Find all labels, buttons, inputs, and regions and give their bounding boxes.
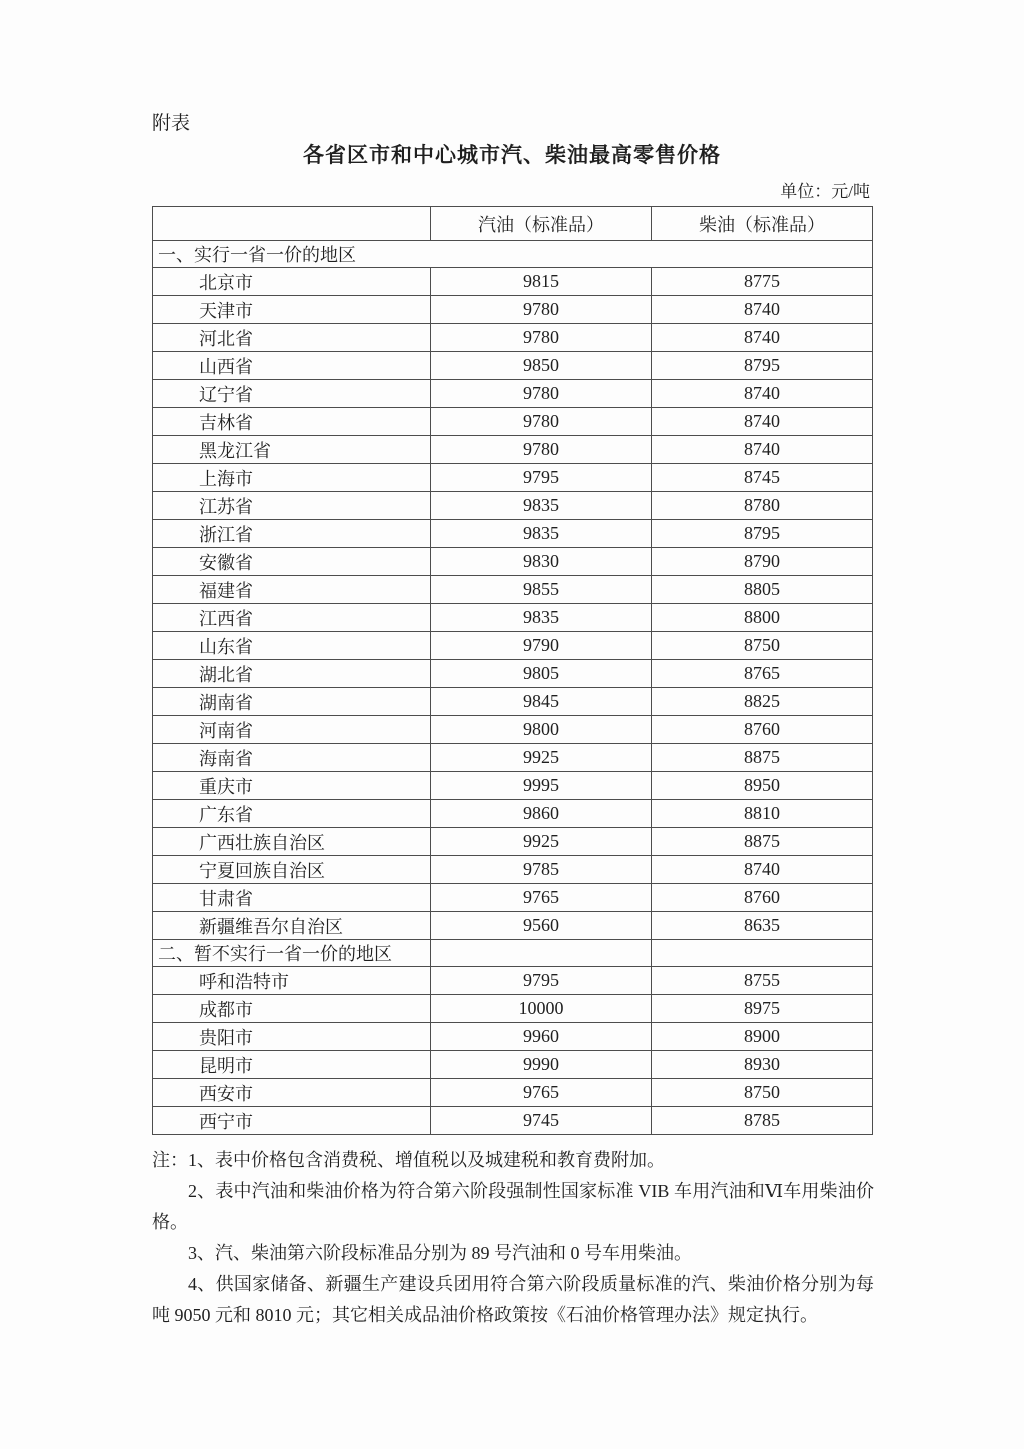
table-row: [153, 688, 873, 716]
gasoline-price-cell: 9780: [431, 380, 652, 408]
region-cell: 山东省: [153, 632, 431, 660]
table-row: [153, 856, 873, 884]
region-cell: 北京市: [153, 268, 431, 296]
diesel-price-cell: 8760: [652, 716, 873, 744]
gasoline-price-cell: 9780: [431, 324, 652, 352]
diesel-price-cell: 8780: [652, 492, 873, 520]
diesel-price-cell: 8745: [652, 464, 873, 492]
gasoline-price-cell: 9850: [431, 352, 652, 380]
column-header-region: [153, 207, 431, 241]
gasoline-price-cell: 9780: [431, 436, 652, 464]
gasoline-price-cell: 9805: [431, 660, 652, 688]
gasoline-price-cell: 9835: [431, 492, 652, 520]
table-row: [153, 800, 873, 828]
table-row: [153, 716, 873, 744]
table-row: [153, 492, 873, 520]
table-row: [153, 352, 873, 380]
table-row: [153, 1079, 873, 1107]
section-heading-row: [153, 940, 873, 967]
region-cell: 河南省: [153, 716, 431, 744]
region-cell: 广西壮族自治区: [153, 828, 431, 856]
region-cell: 昆明市: [153, 1051, 431, 1079]
region-cell: 新疆维吾尔自治区: [153, 912, 431, 940]
region-cell: 天津市: [153, 296, 431, 324]
diesel-price-cell: 8765: [652, 660, 873, 688]
note-line: 注：1、表中价格包含消费税、增值税以及城建税和教育费附加。: [152, 1150, 665, 1170]
diesel-price-cell: 8875: [652, 828, 873, 856]
section-heading-row: [153, 241, 873, 268]
diesel-price-cell: 8930: [652, 1051, 873, 1079]
gasoline-price-cell: 9560: [431, 912, 652, 940]
diesel-price-cell: 8740: [652, 324, 873, 352]
diesel-price-cell: 8790: [652, 548, 873, 576]
diesel-price-cell: 8950: [652, 772, 873, 800]
diesel-price-cell: 8975: [652, 995, 873, 1023]
gasoline-price-cell: 9845: [431, 688, 652, 716]
region-cell: 西宁市: [153, 1107, 431, 1135]
note-line: 3、汽、柴油第六阶段标准品分别为 89 号汽油和 0 号车用柴油。: [188, 1243, 692, 1263]
gasoline-price-cell: 9925: [431, 828, 652, 856]
header-row: [153, 207, 873, 241]
region-cell: 吉林省: [153, 408, 431, 436]
table-row: [153, 436, 873, 464]
gasoline-price-cell: 9960: [431, 1023, 652, 1051]
region-cell: 江西省: [153, 604, 431, 632]
unit-label: 单位：元/吨: [780, 182, 870, 201]
notes: [152, 1145, 874, 1331]
table-row: [153, 464, 873, 492]
table-row: [153, 548, 873, 576]
region-cell: 安徽省: [153, 548, 431, 576]
region-cell: 宁夏回族自治区: [153, 856, 431, 884]
diesel-price-cell: 8750: [652, 632, 873, 660]
gasoline-price-cell: 9835: [431, 604, 652, 632]
diesel-price-cell: 8785: [652, 1107, 873, 1135]
gasoline-price-cell: 9835: [431, 520, 652, 548]
column-header-diesel: 柴油（标准品）: [652, 207, 873, 241]
region-cell: 湖北省: [153, 660, 431, 688]
diesel-price-cell: 8635: [652, 912, 873, 940]
gasoline-price-cell: 9995: [431, 772, 652, 800]
diesel-price-cell: 8825: [652, 688, 873, 716]
diesel-price-cell: 8755: [652, 967, 873, 995]
empty-cell: [431, 940, 652, 967]
diesel-price-cell: 8795: [652, 520, 873, 548]
empty-cell: [652, 940, 873, 967]
gasoline-price-cell: 9830: [431, 548, 652, 576]
table-row: [153, 268, 873, 296]
table-row: [153, 408, 873, 436]
diesel-price-cell: 8810: [652, 800, 873, 828]
gasoline-price-cell: 9795: [431, 967, 652, 995]
diesel-price-cell: 8740: [652, 856, 873, 884]
region-cell: 甘肃省: [153, 884, 431, 912]
table-row: [153, 576, 873, 604]
gasoline-price-cell: 9800: [431, 716, 652, 744]
table-row: [153, 828, 873, 856]
column-header-gasoline: 汽油（标准品）: [431, 207, 652, 241]
table-row: [153, 1023, 873, 1051]
region-cell: 上海市: [153, 464, 431, 492]
region-cell: 广东省: [153, 800, 431, 828]
gasoline-price-cell: 9780: [431, 296, 652, 324]
gasoline-price-cell: 9745: [431, 1107, 652, 1135]
region-cell: 黑龙江省: [153, 436, 431, 464]
diesel-price-cell: 8740: [652, 436, 873, 464]
section-heading: 一、实行一省一价的地区: [153, 241, 873, 268]
note-line: 4、供国家储备、新疆生产建设兵团用符合第六阶段质量标准的汽、柴油价格分别为每吨 9050 元和 8010 元；其它相关成品油价格政策按《石油价格管理办法》规定执行。: [152, 1274, 874, 1325]
gasoline-price-cell: 9790: [431, 632, 652, 660]
doc-label: 附表: [152, 113, 191, 134]
region-cell: 山西省: [153, 352, 431, 380]
table-row: [153, 520, 873, 548]
table-row: [153, 967, 873, 995]
region-cell: 河北省: [153, 324, 431, 352]
table-row: [153, 772, 873, 800]
price-table: [152, 206, 873, 1135]
gasoline-price-cell: 9765: [431, 1079, 652, 1107]
table-row: [153, 296, 873, 324]
note-line: 2、表中汽油和柴油价格为符合第六阶段强制性国家标准 VIB 车用汽油和Ⅵ车用柴油价格。: [152, 1181, 874, 1232]
region-cell: 呼和浩特市: [153, 967, 431, 995]
gasoline-price-cell: 9765: [431, 884, 652, 912]
table-body: [153, 241, 873, 1135]
region-cell: 江苏省: [153, 492, 431, 520]
diesel-price-cell: 8775: [652, 268, 873, 296]
page-title: 各省区市和中心城市汽、柴油最高零售价格: [303, 144, 721, 167]
gasoline-price-cell: 9780: [431, 408, 652, 436]
table-row: [153, 632, 873, 660]
diesel-price-cell: 8805: [652, 576, 873, 604]
table-row: [153, 1107, 873, 1135]
region-cell: 湖南省: [153, 688, 431, 716]
gasoline-price-cell: 10000: [431, 995, 652, 1023]
diesel-price-cell: 8760: [652, 884, 873, 912]
table-row: [153, 324, 873, 352]
diesel-price-cell: 8900: [652, 1023, 873, 1051]
diesel-price-cell: 8795: [652, 352, 873, 380]
region-cell: 成都市: [153, 995, 431, 1023]
table-header: [153, 207, 873, 241]
diesel-price-cell: 8740: [652, 296, 873, 324]
gasoline-price-cell: 9855: [431, 576, 652, 604]
region-cell: 海南省: [153, 744, 431, 772]
region-cell: 福建省: [153, 576, 431, 604]
table-row: [153, 380, 873, 408]
gasoline-price-cell: 9795: [431, 464, 652, 492]
region-cell: 贵阳市: [153, 1023, 431, 1051]
table-row: [153, 744, 873, 772]
table-row: [153, 604, 873, 632]
region-cell: 浙江省: [153, 520, 431, 548]
diesel-price-cell: 8800: [652, 604, 873, 632]
table-row: [153, 660, 873, 688]
section-heading: 二、暂不实行一省一价的地区: [153, 940, 431, 967]
gasoline-price-cell: 9860: [431, 800, 652, 828]
gasoline-price-cell: 9815: [431, 268, 652, 296]
diesel-price-cell: 8740: [652, 380, 873, 408]
diesel-price-cell: 8740: [652, 408, 873, 436]
gasoline-price-cell: 9925: [431, 744, 652, 772]
region-cell: 西安市: [153, 1079, 431, 1107]
region-cell: 辽宁省: [153, 380, 431, 408]
diesel-price-cell: 8750: [652, 1079, 873, 1107]
table-row: [153, 995, 873, 1023]
region-cell: 重庆市: [153, 772, 431, 800]
table-row: [153, 1051, 873, 1079]
diesel-price-cell: 8875: [652, 744, 873, 772]
table-row: [153, 912, 873, 940]
gasoline-price-cell: 9990: [431, 1051, 652, 1079]
gasoline-price-cell: 9785: [431, 856, 652, 884]
table-row: [153, 884, 873, 912]
